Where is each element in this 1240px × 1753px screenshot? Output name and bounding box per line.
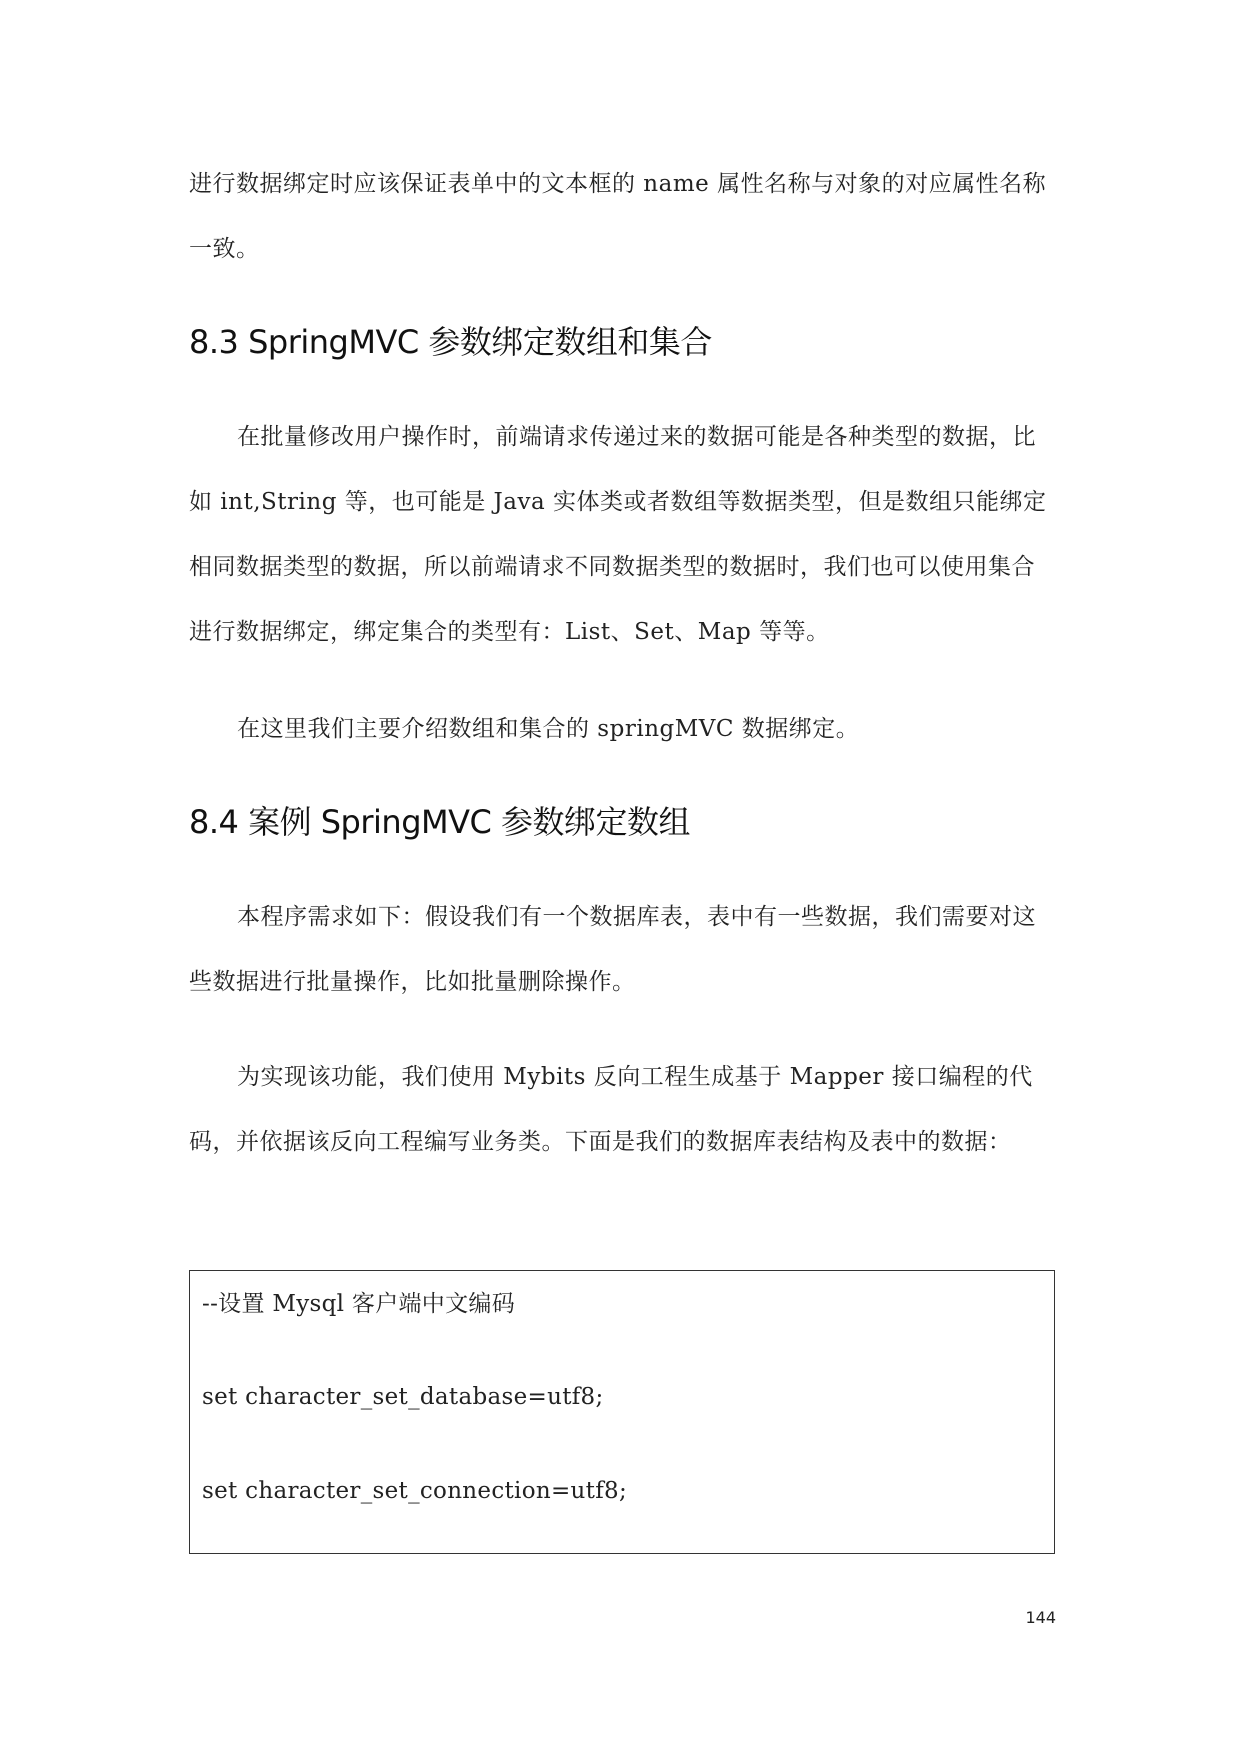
code-block xyxy=(189,1270,1055,1554)
section-8-4-paragraph-2: 为实现该功能，我们使用 Mybits 反向工程生成基于 Mapper 接口编程的代码，并依据该反向工程编写业务类。下面是我们的数据库表结构及表中的数据： xyxy=(189,1064,1033,1155)
code-line: --设置 Mysql 客户端中文编码 xyxy=(202,1291,515,1317)
section-8-3-paragraph-2: 在这里我们主要介绍数组和集合的 springMVC 数据绑定。 xyxy=(237,716,860,742)
code-line: set character_set_database=utf8; xyxy=(202,1384,604,1410)
section-8-4-heading: 8.4 案例 SpringMVC 参数绑定数组 xyxy=(189,803,691,841)
intro-paragraph: 进行数据绑定时应该保证表单中的文本框的 name 属性名称与对象的对应属性名称一致。 xyxy=(189,171,1047,262)
page-number: 144 xyxy=(1025,1608,1056,1627)
section-8-3-paragraph-1: 在批量修改用户操作时，前端请求传递过来的数据可能是各种类型的数据，比如 int,String 等，也可能是 Java 实体类或者数组等数据类型，但是数组只能绑定相同数据类型的数据，所以前端请求不同数据类型的数据时，我们也可以使用集合进行数据绑定，绑定集合的类型有：List、Set、Map 等等。 xyxy=(189,424,1047,645)
code-line: set character_set_connection=utf8; xyxy=(202,1478,627,1504)
section-8-3-heading: 8.3 SpringMVC 参数绑定数组和集合 xyxy=(189,323,712,361)
section-8-4-paragraph-1: 本程序需求如下：假设我们有一个数据库表，表中有一些数据，我们需要对这些数据进行批量操作，比如批量删除操作。 xyxy=(189,904,1036,995)
